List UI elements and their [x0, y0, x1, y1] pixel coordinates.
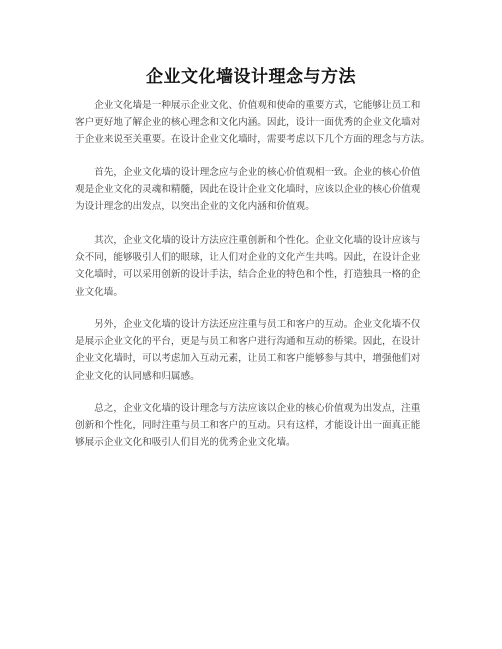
paragraph-line: 客户更好地了解企业的核心理念和文化内涵。因此，设计一面优秀的企业文化墙对 [75, 117, 421, 129]
paragraph-line: 首先，企业文化墙的设计理念应与企业的核心价值观相一致。企业的核心价值 [75, 167, 421, 178]
paragraph-line: 为设计理念的出发点，以突出企业的文化内涵和价值观。 [75, 201, 315, 213]
paragraph-line: 众不同，能够吸引人们的眼球，让人们对企业的文化产生共鸣。因此，在设计企业 [75, 252, 421, 264]
paragraph-line: 另外，企业文化墙的设计方法还应注重与员工和客户的互动。企业文化墙不仅 [75, 319, 421, 330]
paragraph-conclusion [75, 400, 439, 452]
paragraph-second-point [75, 232, 439, 301]
paragraph-line: 观是企业文化的灵魂和精髓，因此在设计企业文化墙时，应该以企业的核心价值观 [75, 184, 421, 196]
paragraph-line: 企业文化的认同感和归属感。 [75, 370, 200, 382]
paragraph-line: 是展示企业文化的平台，更是与员工和客户进行沟通和互动的桥梁。因此，在设计 [75, 336, 421, 348]
paragraph-line: 总之，企业文化墙的设计理念与方法应该以企业的核心价值观为出发点，注重 [75, 403, 421, 414]
paragraph-line: 业文化墙。 [75, 286, 123, 298]
paragraph-third-point [75, 316, 439, 385]
paragraph-line: 创新和个性化，同时注重与员工和客户的互动。只有这样，才能设计出一面真正能 [75, 420, 421, 432]
paragraph-intro [75, 97, 439, 149]
paragraph-line: 够展示企业文化和吸引人们目光的优秀企业文化墙。 [75, 437, 296, 449]
paragraph-first-point [75, 164, 439, 216]
paragraph-line: 企业文化墙是一种展示企业文化、价值观和使命的重要方式，它能够让员工和 [75, 100, 421, 111]
paragraph-line: 其次，企业文化墙的设计方法应注重创新和个性化。企业文化墙的设计应该与 [75, 235, 421, 246]
document-title: 企业文化墙设计理念与方法 [146, 67, 356, 87]
paragraph-line: 文化墙时，可以采用创新的设计手法，结合企业的特色和个性，打造独具一格的企 [75, 269, 421, 281]
paragraph-line: 于企业来说至关重要。在设计企业文化墙时，需要考虑以下几个方面的理念与方法。 [75, 134, 430, 146]
paragraph-line: 企业文化墙时，可以考虑加入互动元素，让员工和客户能够参与其中，增强他们对 [75, 353, 421, 365]
